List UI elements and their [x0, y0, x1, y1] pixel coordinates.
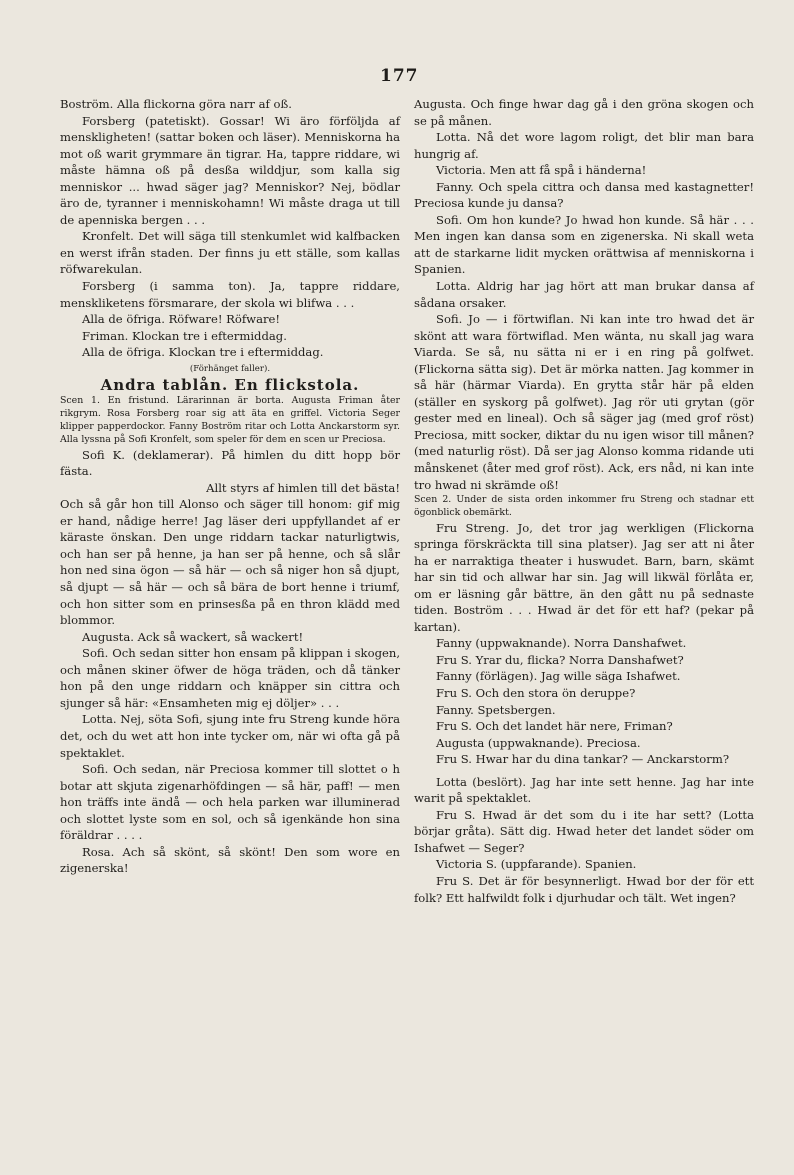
- dialogue-paragraph: Sofi. Och sedan, när Preciosa kommer till slottet o h botar att skjuta zigenarhöfdingen — så här, paff! — men hon träffs inte ändå — och hela parken war illuminerad och slottet lyste som en sol, och så igenkände hon sina föräldrar . . . .: [60, 762, 400, 843]
- dialogue-paragraph: Fanny (uppwaknande). Norra Danshafwet.: [436, 636, 687, 651]
- dialogue-paragraph: Augusta. Ack så wackert, så wackert!: [82, 629, 304, 644]
- dialogue-paragraph: Augusta. Och finge hwar dag gå i den gröna skogen och se på månen.: [414, 97, 754, 128]
- dialogue-paragraph: Augusta (uppwaknande). Preciosa.: [436, 735, 641, 750]
- dialogue-paragraph: Fru S. Det är för besynnerligt. Hwad bor der för ett folk? Ett halfwildt folk i djurhudar och tält. Wet ingen?: [414, 874, 754, 905]
- dialogue-paragraph: Lotta. Nej, söta Sofi, sjung inte fru Streng kunde höra det, och du wet att hon inte tycker om, när wi ofta gå på spektaklet.: [60, 712, 400, 760]
- dialogue-paragraph: Victoria. Men att få spå i händerna!: [436, 163, 647, 178]
- dialogue-paragraph: Fanny. Spetsbergen.: [436, 702, 556, 717]
- dialogue-paragraph: Allt styrs af himlen till det bästa!: [206, 480, 400, 495]
- dialogue-paragraph: Fru S. Hwad är det som du i ite har sett? (Lotta börjar gråta). Sätt dig. Hwad heter det landet söder om Ishafwet — Seger?: [414, 807, 754, 855]
- section-heading: Andra tablån. En flickstola.: [100, 376, 360, 395]
- dialogue-paragraph: Fanny (förlägen). Jag wille säga Ishafwet.: [436, 669, 681, 684]
- page-number: 177: [380, 66, 419, 86]
- dialogue-paragraph: Rosa. Ach så skönt, så skönt! Den som wore en zigenerska!: [60, 844, 400, 876]
- dialogue-paragraph: Forsberg (i samma ton). Ja, tappre riddare, menskliketens försmarare, der skola wi blifwa . . .: [60, 279, 400, 310]
- dialogue-paragraph: Lotta. Nå det wore lagom roligt, det blir man bara hungrig af.: [414, 130, 754, 161]
- dialogue-paragraph: Sofi. Om hon kunde? Jo hwad hon kunde. Så här . . . Men ingen kan dansa som en zigenerska. Ni skall weta att de starkarne lidit mycken orättwisa af menniskorna i Spanien.: [414, 212, 754, 277]
- dialogue-paragraph: Fru S. Och det landet här nere, Friman?: [436, 719, 673, 734]
- dialogue-paragraph: Fru Streng. Jo, det tror jag werkligen (Flickorna springa förskräckta till sina platser). Jag ser att ni åter ha er narraktiga theater i huswudet. Barn, barn, skämt har sin tid och allwar har sin. Jag will likwäl förlåta er, om er läsning går bättre, än den gått nu på sednaste tiden. Boström . . . Hwad är det för ett haf? (pekar på kartan).: [414, 520, 754, 634]
- dialogue-paragraph: Fru S. Yrar du, flicka? Norra Danshafwet?: [436, 652, 684, 667]
- dialogue-paragraph: Boström. Alla flickorna göra narr af oß.: [60, 97, 292, 111]
- dialogue-paragraph: Friman. Klockan tre i eftermiddag.: [82, 328, 287, 343]
- dialogue-paragraph: Sofi. Jo — i förtwiflan. Ni kan inte tro hwad det är skönt att wara förtwiflad. Men wänta, nu skall jag wara Viarda. Se så, nu sätta ni er i en ring på golfwet. (Flickorna sätta sig). Det är mörka natten. Jag kommer in så här (härmar Viarda). En grytta står här på elden (ställer en syskorg på golfwet). Jag rör uti grytan (gör gester med en lineal). Och så säger jag (med grof röst) Preciosa, mitt socker, diktar du nu igen wisor till månen? (med naturlig röst). Då ser jag Alonso komma ridande uti månskenet (åter med grof röst). Ack, ers nåd, ni kan inte tro hwad ni skrämde oß!: [414, 312, 754, 492]
- stage-direction: Scen 1. En fristund. Lärarinnan är borta. Augusta Friman åter rikgrym. Rosa Forsberg roar sig att äta en griffel. Victoria Seger klipper papperdockor. Fanny Boström ritar och Lotta Anckarstorm syr. Alla lyssna på Sofi Kronfelt, som speler för dem en scen ur Preciosa.: [60, 394, 400, 446]
- dialogue-paragraph: Alla de öfriga. Klockan tre i eftermiddag.: [82, 345, 324, 360]
- dialogue-paragraph: Kronfelt. Det will säga till stenkumlet wid kalfbacken en werst ifrån staden. Der finns ju ett ställe, som kallas röfwarekulan.: [60, 229, 400, 277]
- dialogue-paragraph: (Förhänget faller).: [189, 363, 271, 374]
- dialogue-paragraph: Och så går hon till Alonso och säger till honom: gif mig er hand, nådige herre! Jag läser deri uppfyllandet af er käraste önskan. Den unge riddarn tackar naturligtwis, och han ser på henne, ja han ser på henne, och så slår hon ned sina ögon — så här — och så niger hon så djupt, så djupt — så här — och så bära de bort henne i triumf, och hon sitter som en prinsesßa på en thron klädd med blommor.: [60, 497, 400, 628]
- dialogue-paragraph: Fanny. Och spela cittra och dansa med kastagnetter! Preciosa kunde ju dansa?: [414, 179, 754, 211]
- dialogue-paragraph: Lotta. Aldrig har jag hört att man brukar dansa af sådana orsaker.: [414, 279, 754, 310]
- stage-direction: Scen 2. Under de sista orden inkommer fru Streng och stadnar ett ögonblick obemärkt.: [414, 494, 754, 519]
- dialogue-paragraph: Fru S. Och den stora ön deruppe?: [436, 686, 636, 700]
- dialogue-paragraph: Sofi. Och sedan sitter hon ensam på klippan i skogen, och månen skiner öfwer de höga träden, och då tänker hon på den unge riddarn och knäpper sin cittra och sjunger så här: «Ensamheten mig ej döljer» . . .: [60, 646, 400, 710]
- dialogue-paragraph: Sofi K. (deklamerar). På himlen du ditt hopp bör fästa.: [60, 447, 400, 479]
- dialogue-paragraph: Forsberg (patetiskt). Gossar! Wi äro förföljda af menskligheten! (sattar boken och läser). Menniskorna ha mot oß warit grymmare än tigrar. Ha, tappre riddare, wi måste hämna oß på desßa wilddjur, som kalla sig menniskor ... hwad säger jag? Menniskor? Nej, bödlar äro de, tyranner i menniskohamn! Wi måste draga ut till de apenniska bergen . . .: [60, 113, 400, 227]
- dialogue-paragraph: Alla de öfriga. Röfware! Röfware!: [82, 312, 281, 327]
- right-column: [414, 96, 754, 906]
- dialogue-paragraph: Fru S. Hwar har du dina tankar? — Anckarstorm?: [436, 752, 730, 767]
- left-column: [60, 96, 400, 877]
- dialogue-paragraph: Victoria S. (uppfarande). Spanien.: [436, 857, 637, 872]
- dialogue-paragraph: Lotta (beslört). Jag har inte sett henne. Jag har inte warit på spektaklet.: [414, 774, 754, 806]
